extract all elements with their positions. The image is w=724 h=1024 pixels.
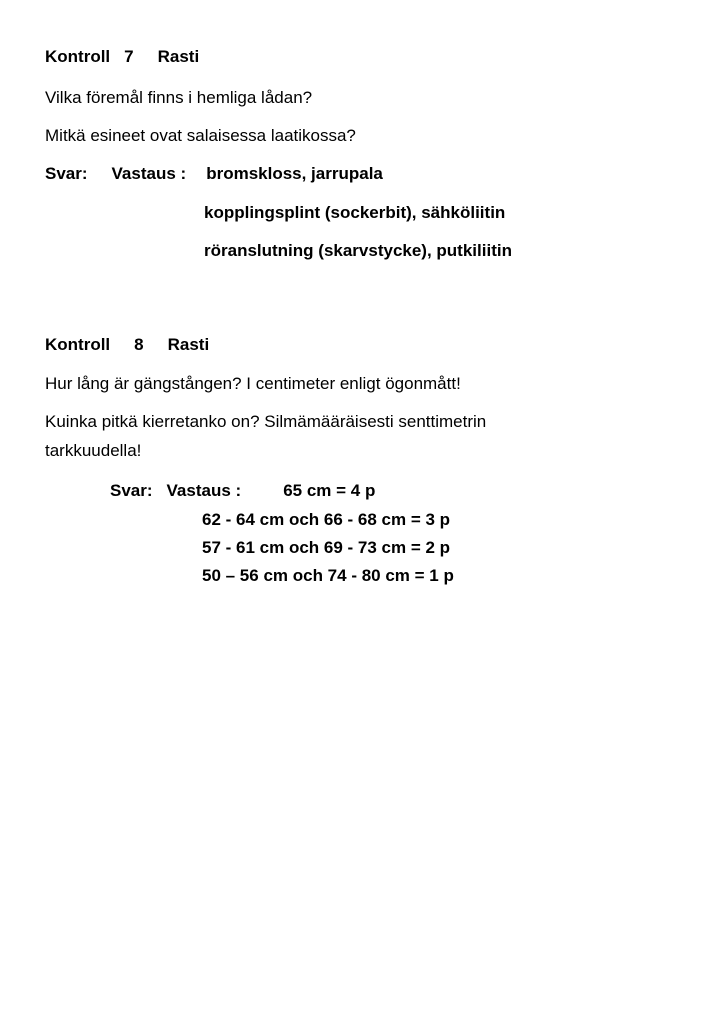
score-item: 50 – 56 cm och 74 - 80 cm = 1 p bbox=[202, 566, 454, 585]
answer-item: bromskloss, jarrupala bbox=[206, 164, 383, 183]
answer-row bbox=[45, 163, 383, 185]
score-item: 62 - 64 cm och 66 - 68 cm = 3 p bbox=[202, 510, 451, 529]
kontroll-label: Kontroll bbox=[45, 335, 111, 354]
score-item: 65 cm = 4 p bbox=[283, 481, 376, 500]
rasti-label: Rasti bbox=[167, 335, 210, 354]
question-swedish: Vilka föremål finns i hemliga lådan? bbox=[45, 88, 313, 107]
vastaus-label: Vastaus : bbox=[111, 164, 187, 183]
question-finnish-continued: tarkkuudella! bbox=[45, 441, 142, 460]
score-item: 57 - 61 cm och 69 - 73 cm = 2 p bbox=[202, 538, 451, 557]
answer-row bbox=[110, 480, 375, 502]
control-number: 7 bbox=[124, 47, 134, 66]
svar-label: Svar: bbox=[110, 481, 153, 500]
rasti-label: Rasti bbox=[157, 47, 200, 66]
question-swedish: Hur lång är gängstången? I centimeter enligt ögonmått! bbox=[45, 374, 461, 393]
question-finnish: Mitkä esineet ovat salaisessa laatikossa? bbox=[45, 126, 356, 145]
vastaus-label: Vastaus : bbox=[166, 481, 242, 500]
question-finnish: Kuinka pitkä kierretanko on? Silmämääräisesti senttimetrin bbox=[45, 412, 487, 431]
svar-label: Svar: bbox=[45, 164, 88, 183]
control-8-heading bbox=[45, 334, 209, 356]
answer-item: röranslutning (skarvstycke), putkiliitin bbox=[204, 241, 512, 260]
kontroll-label: Kontroll bbox=[45, 47, 111, 66]
control-7-heading bbox=[45, 46, 199, 68]
control-number: 8 bbox=[134, 335, 144, 354]
answer-item: kopplingsplint (sockerbit), sähköliitin bbox=[204, 203, 506, 222]
